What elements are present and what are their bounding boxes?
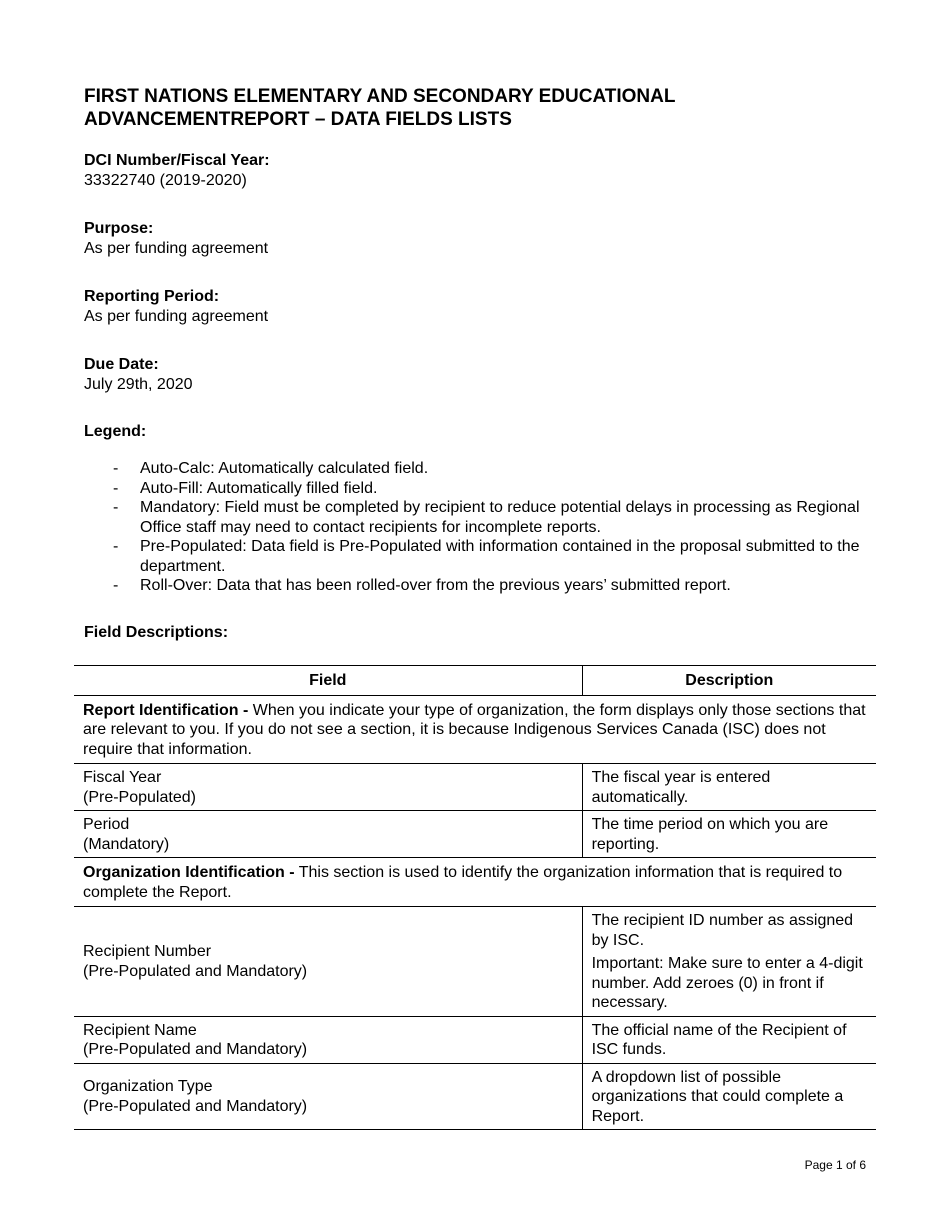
legend-item-text: Auto-Fill: Automatically filled field. [140, 479, 378, 497]
reporting-period-block [84, 287, 864, 326]
field-qualifier: (Pre-Populated) [83, 788, 196, 806]
legend-item [84, 479, 874, 499]
dci-block [84, 151, 864, 190]
legend-dash: - [113, 577, 119, 594]
description-text: The official name of the Recipient of ISC funds. [591, 1021, 847, 1058]
field-name: Recipient Name [83, 1021, 197, 1039]
description-cell [582, 1016, 876, 1063]
field-name: Organization Type [83, 1078, 213, 1096]
reporting-period-label: Reporting Period: [84, 288, 220, 305]
legend-item-text: Roll-Over: Data that has been rolled-over from the previous years’ submitted report. [140, 577, 731, 594]
purpose-label: Purpose: [84, 220, 154, 237]
field-qualifier: (Mandatory) [83, 835, 170, 853]
section-text: When you indicate your type of organization, the form displays only those sections that are relevant to you. If you do not see a section, it is because Indigenous Services Canada (ISC) does not require that information. [83, 701, 866, 758]
purpose-value: As per funding agreement [84, 239, 269, 257]
dci-label: DCI Number/Fiscal Year: [84, 152, 270, 169]
due-date-block [84, 355, 864, 394]
legend-item [84, 498, 874, 537]
description-text: Important: Make sure to enter a 4-digit number. Add zeroes (0) in front if necessary. [591, 955, 863, 1011]
field-descriptions-heading-block [84, 623, 864, 643]
description-text: The recipient ID number as assigned by ISC. [591, 912, 854, 949]
field-column-header: Field [74, 666, 582, 696]
legend-dash: - [113, 499, 119, 516]
legend-heading-block [84, 422, 864, 442]
description-cell [582, 1063, 876, 1130]
legend-item-text: Pre-Populated: Data field is Pre-Populated with information contained in the proposal submitted to the department. [140, 538, 860, 575]
dci-value: 33322740 (2019-2020) [84, 171, 247, 189]
legend-item [84, 537, 874, 576]
due-date-value: July 29th, 2020 [84, 375, 193, 393]
legend-item-text: Auto-Calc: Automatically calculated field. [140, 460, 429, 477]
section-text: This section is used to identify the organization information that is required to complete the Report. [83, 864, 843, 901]
legend-item-text: Mandatory: Field must be completed by recipient to reduce potential delays in processing as Regional Office staff may need to contact recipients for incomplete reports. [140, 499, 860, 536]
field-qualifier: (Pre-Populated and Mandatory) [83, 962, 308, 980]
field-name: Period [83, 816, 130, 833]
legend-dash: - [113, 538, 119, 555]
table-row [74, 764, 876, 811]
section-title: Report Identification - [83, 701, 249, 719]
legend-item [84, 459, 874, 479]
section-row [74, 695, 876, 764]
field-qualifier: (Pre-Populated and Mandatory) [83, 1097, 308, 1115]
table-header-row [74, 666, 876, 696]
description-cell [582, 811, 876, 858]
legend-item [84, 576, 874, 596]
legend-label: Legend: [84, 423, 147, 440]
field-cell [74, 907, 582, 1017]
field-name: Recipient Number [83, 943, 212, 961]
due-date-label: Due Date: [84, 356, 159, 373]
purpose-block [84, 219, 864, 258]
page-number: Page 1 of 6 [804, 1158, 866, 1172]
field-name: Fiscal Year [83, 769, 162, 786]
section-cell [74, 695, 876, 764]
field-cell [74, 1016, 582, 1063]
section-title: Organization Identification - [83, 864, 295, 881]
reporting-period-value: As per funding agreement [84, 307, 269, 325]
legend-dash: - [113, 479, 119, 497]
section-cell [74, 858, 876, 907]
description-cell [582, 764, 876, 811]
description-column-header: Description [582, 666, 876, 696]
table-row [74, 1063, 876, 1130]
field-cell [74, 1063, 582, 1130]
field-cell [74, 811, 582, 858]
legend-list [84, 459, 874, 596]
description-text: The time period on which you are reporting. [591, 816, 829, 853]
field-cell [74, 764, 582, 811]
table-row [74, 1016, 876, 1063]
legend-dash: - [113, 460, 119, 477]
field-qualifier: (Pre-Populated and Mandatory) [83, 1041, 308, 1058]
section-row [74, 858, 876, 907]
table-row [74, 811, 876, 858]
description-text: The fiscal year is entered automatically. [591, 769, 771, 806]
field-descriptions-table [74, 665, 876, 1130]
description-text: A dropdown list of possible organizations that could complete a Report. [591, 1068, 844, 1125]
document-title: FIRST NATIONS ELEMENTARY AND SECONDARY EDUCATIONAL ADVANCEMENTREPORT – DATA FIELDS LISTS [84, 86, 676, 130]
field-descriptions-label: Field Descriptions: [84, 624, 229, 641]
description-cell [582, 907, 876, 1017]
table-row [74, 907, 876, 1017]
